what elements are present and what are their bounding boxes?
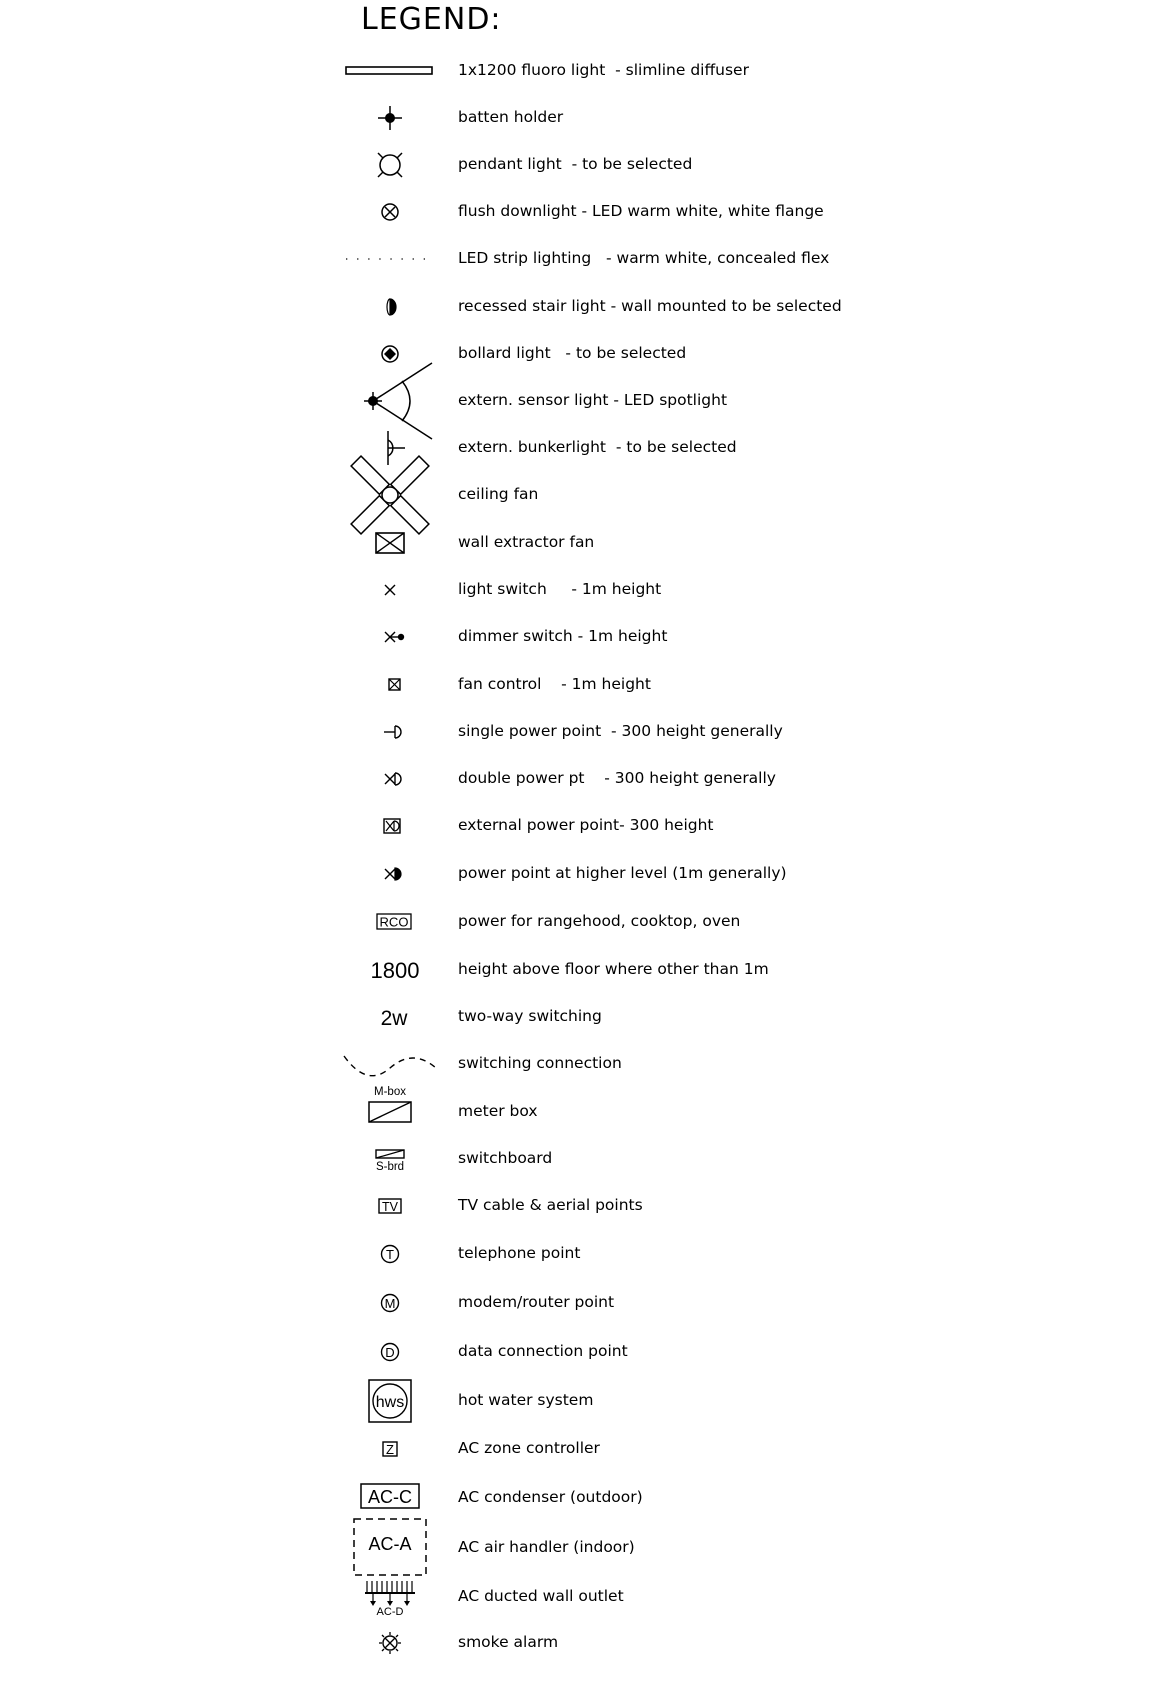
data-symbol-text: D	[385, 1345, 395, 1360]
ac-zone-symbol-text: Z	[386, 1442, 394, 1457]
legend-label: smoke alarm	[458, 1633, 559, 1651]
legend-label: AC ducted wall outlet	[458, 1587, 624, 1605]
legend-label: dimmer switch - 1m height	[458, 627, 668, 645]
legend-label: data connection point	[458, 1342, 628, 1360]
height-symbol-text: 1800	[370, 958, 420, 983]
legend-label: ceiling fan	[458, 485, 539, 503]
switchboard-symbol-text: S-brd	[375, 1161, 405, 1173]
legend-label: telephone point	[458, 1244, 581, 1262]
two-way-symbol-text: 2w	[380, 1007, 408, 1030]
legend-label: power for rangehood, cooktop, oven	[458, 912, 741, 930]
smoke-alarm-icon	[330, 1583, 450, 1703]
ac-outlet-symbol-text: AC-D	[376, 1606, 404, 1618]
legend-label: power point at higher level (1m generally)	[458, 864, 787, 882]
legend-label: 1x1200 fluoro light - slimline diffuser	[458, 61, 749, 79]
legend-label: AC condenser (outdoor)	[458, 1488, 643, 1506]
legend-label: pendant light - to be selected	[458, 155, 693, 173]
meter-box-symbol-text: M-box	[374, 1086, 406, 1098]
legend-title: LEGEND:	[361, 2, 502, 37]
legend-label: extern. sensor light - LED spotlight	[458, 391, 728, 409]
legend-label: switchboard	[458, 1149, 553, 1167]
legend-label: batten holder	[458, 108, 564, 126]
legend-label: AC zone controller	[458, 1439, 600, 1457]
legend-label: fan control - 1m height	[458, 675, 651, 693]
legend-label: AC air handler (indoor)	[458, 1538, 635, 1556]
modem-symbol-text: M	[384, 1296, 396, 1311]
ac-air-handler-symbol-text: AC-A	[368, 1534, 412, 1554]
legend-label: double power pt - 300 height generally	[458, 769, 776, 787]
legend-label: light switch - 1m height	[458, 580, 662, 598]
legend-label: two-way switching	[458, 1007, 602, 1025]
rco-symbol-text: RCO	[379, 914, 409, 930]
legend-label: height above floor where other than 1m	[458, 960, 769, 978]
legend-label: flush downlight - LED warm white, white flange	[458, 202, 824, 220]
legend-label: single power point - 300 height generally	[458, 722, 783, 740]
ac-condenser-symbol-text: AC-C	[368, 1487, 412, 1507]
hws-symbol-text: hws	[375, 1394, 405, 1411]
legend-label: LED strip lighting - warm white, concealed flex	[458, 249, 830, 267]
legend-label: meter box	[458, 1102, 538, 1120]
legend-label: bollard light - to be selected	[458, 344, 687, 362]
legend-label: wall extractor fan	[458, 533, 595, 551]
tv-symbol-text: TV	[382, 1200, 398, 1214]
legend-label: TV cable & aerial points	[458, 1196, 643, 1214]
legend-label: external power point- 300 height	[458, 816, 714, 834]
legend-label: extern. bunkerlight - to be selected	[458, 438, 737, 456]
legend-label: switching connection	[458, 1054, 622, 1072]
legend-label: modem/router point	[458, 1293, 615, 1311]
legend-label: hot water system	[458, 1391, 594, 1409]
telephone-symbol-text: T	[386, 1247, 394, 1262]
legend-label: recessed stair light - wall mounted to be selected	[458, 297, 842, 315]
